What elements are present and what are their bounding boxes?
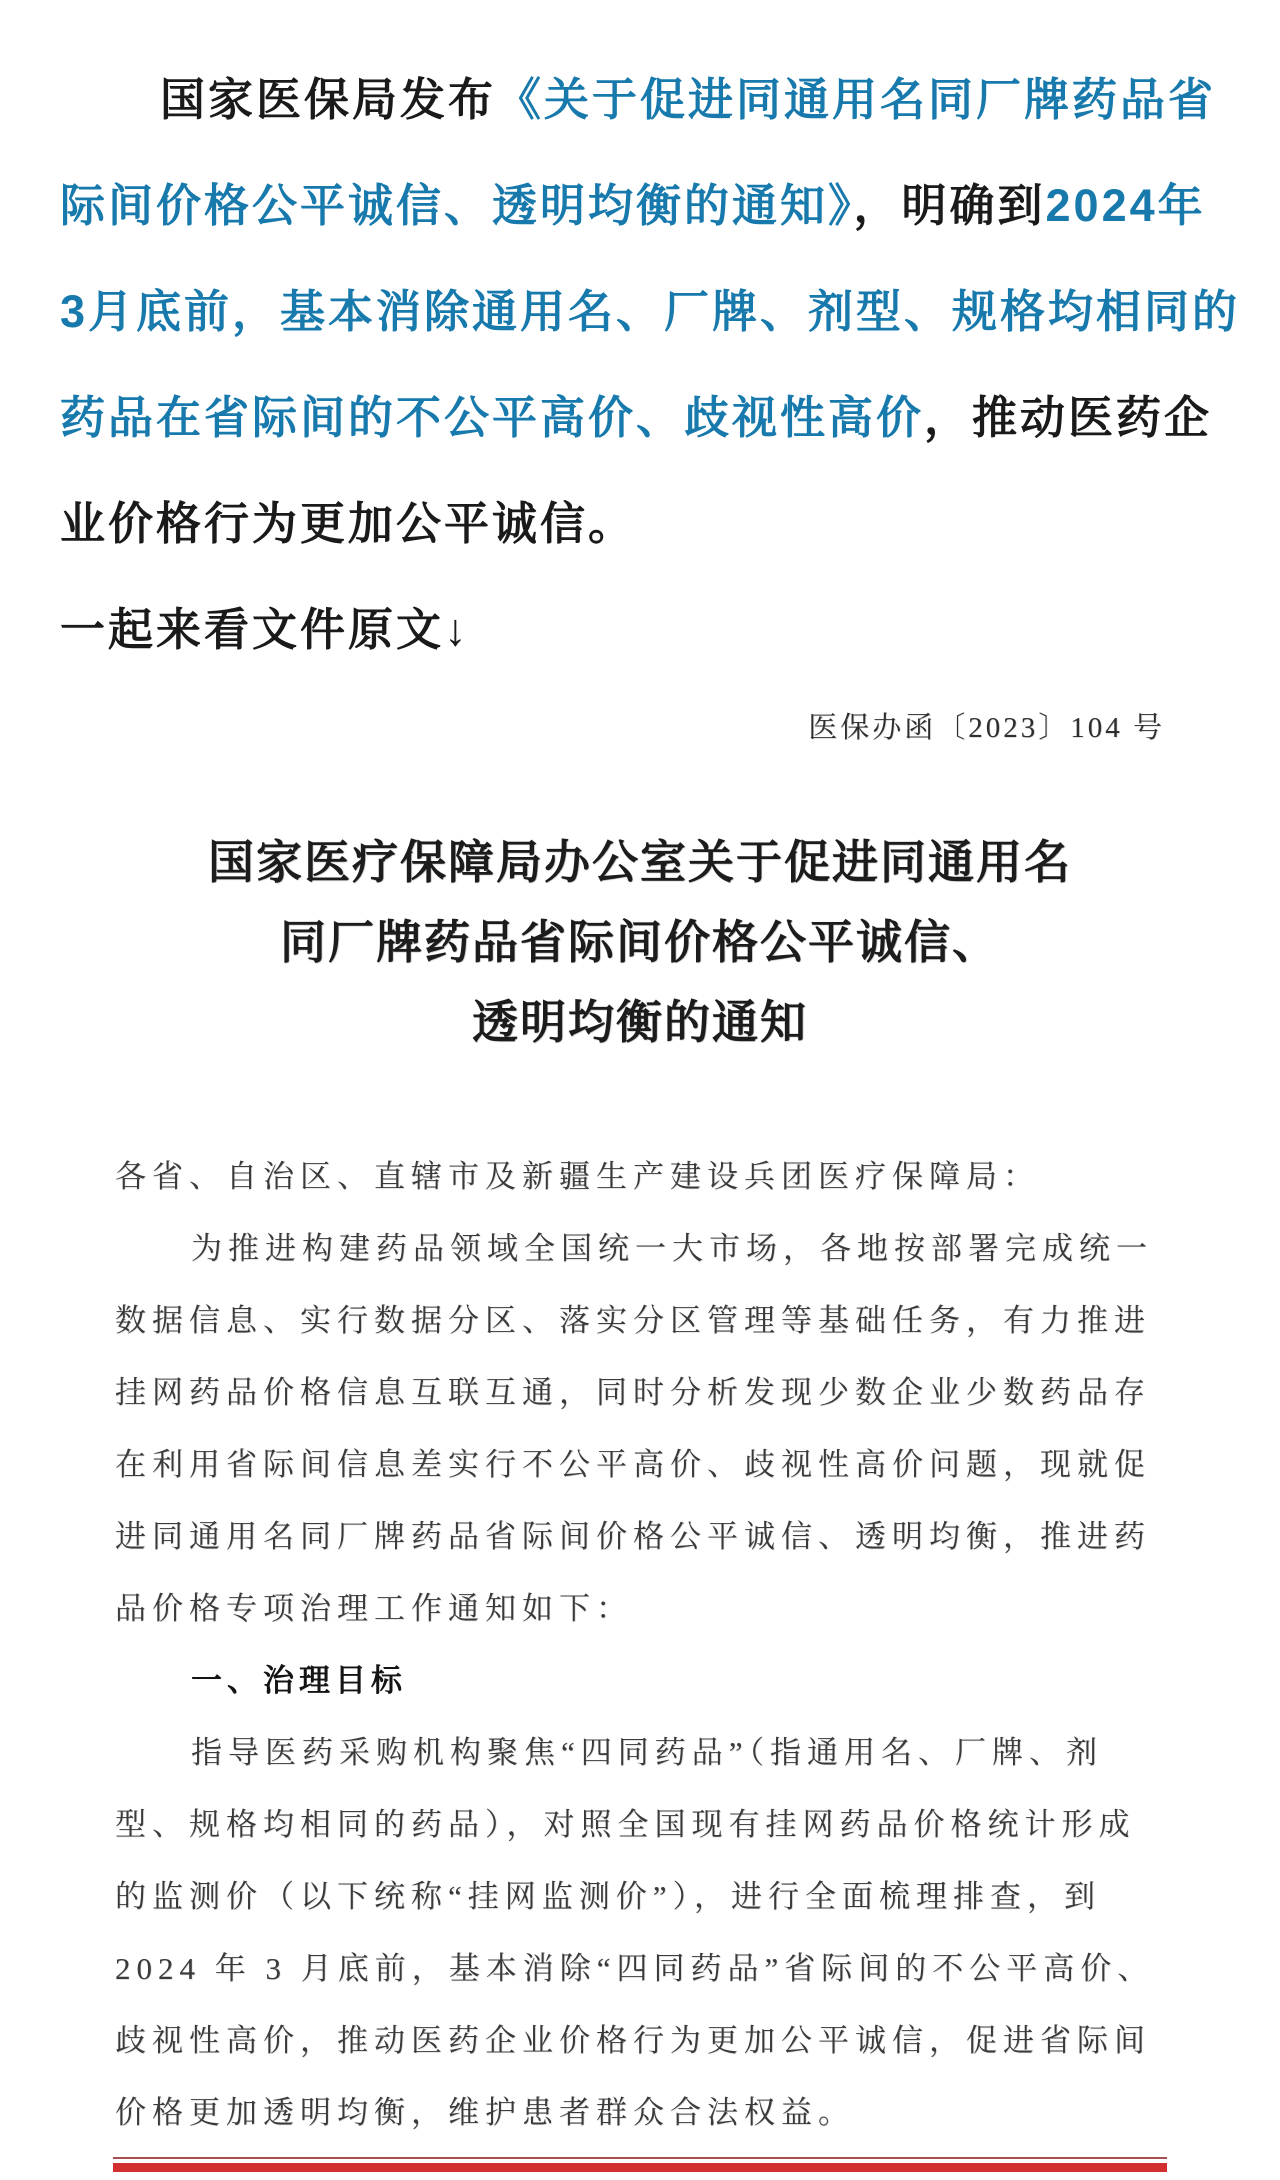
official-document [0,708,1280,2172]
doc-body-line: 歧视性高价，推动医药企业价格行为更加公平诚信，促进省际间 [115,2023,1151,2058]
doc-body-line: 型、规格均相同的药品），对照全国现有挂网药品价格统计形成 [115,1807,1136,1842]
doc-title-line: 透明均衡的通知 [472,997,808,1048]
doc-body-line: 各省、自治区、直辖市及新疆生产建设兵团医疗保障局： [115,1159,1040,1194]
doc-body-line: 在利用省际间信息差实行不公平高价、歧视性高价问题，现就促 [115,1447,1151,1482]
intro-line [60,577,1220,683]
intro-text-run-black: 一起来看文件原文↓ [60,604,470,655]
red-divider [113,2157,1167,2172]
doc-body [115,1141,1165,2149]
doc-title [115,823,1165,1063]
doc-title-line: 同厂牌药品省际间价格公平诚信、 [280,917,1000,968]
doc-body-line: 数据信息、实行数据分区、落实分区管理等基础任务，有力推进 [115,1303,1151,1338]
doc-body-line: 价格更加透明均衡，维护患者群众合法权益。 [115,2095,855,2130]
doc-body-line: 挂网药品价格信息互联互通，同时分析发现少数企业少数药品存 [115,1375,1151,1410]
intro-line [60,365,1220,471]
doc-body-line: 指导医药采购机构聚焦“四同药品”（指通用名、厂牌、剂 [191,1735,1104,1770]
intro-text-run-blue: 际间价格公平诚信、透明均衡的通知》 [60,180,854,231]
doc-body-line: 为推进构建药品领域全国统一大市场，各地按部署完成统一 [191,1231,1153,1266]
red-divider-thick-line [113,2163,1167,2172]
intro-line [60,153,1220,259]
doc-body-line: 2024 年 3 月底前，基本消除“四同药品”省际间的不公平高价、 [115,1951,1155,1986]
doc-title-line: 国家医疗保障局办公室关于促进同通用名 [208,837,1072,888]
intro-text-run-black: 国家医保局发布 [160,74,497,125]
doc-body-line: 的监测价（以下统称“挂网监测价”），进行全面梳理排查，到 [115,1879,1102,1914]
intro-text-run-black: ，推动医药企 [924,392,1213,443]
intro-text-run-black: 业价格行为更加公平诚信。 [60,498,637,549]
intro-section [0,0,1280,683]
doc-section-heading: 一、治理目标 [191,1663,407,1698]
doc-number: 医保办函〔2023〕104 号 [808,712,1165,744]
intro-text-run-blue: 药品在省际间的不公平高价、歧视性高价 [60,392,925,443]
intro-line [60,47,1220,153]
intro-text-run-blue: 3月底前，基本消除通用名、厂牌、剂型、规格均相同的 [60,286,1241,337]
intro-text-run-blue: 2024年 [1045,180,1206,231]
doc-body-line: 进同通用名同厂牌药品省际间价格公平诚信、透明均衡，推进药 [115,1519,1151,1554]
intro-text-run-blue: 《关于促进同通用名同厂牌药品省 [496,74,1217,125]
intro-line [60,259,1241,365]
doc-body-line: 品价格专项治理工作通知如下： [115,1591,633,1626]
intro-line [60,471,1220,577]
intro-text-run-black: ，明确到 [853,180,1046,231]
